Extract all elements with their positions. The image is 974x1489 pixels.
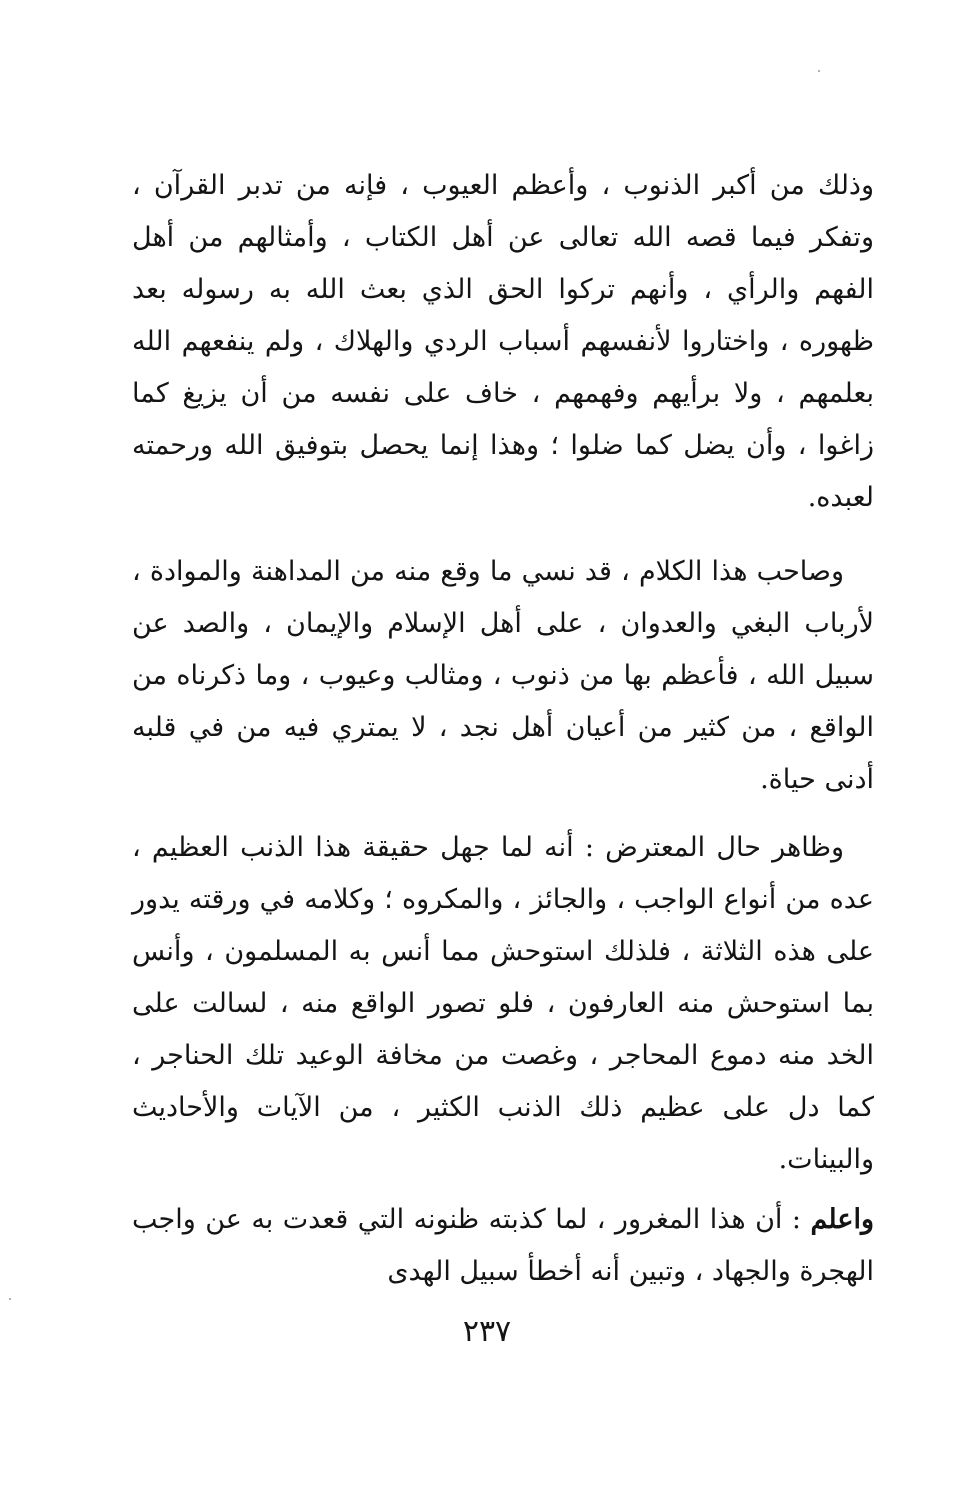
paragraph-text: [132, 1194, 874, 1298]
paragraph-4: [132, 1194, 874, 1298]
paragraph-text: وصاحب هذا الكلام ، قد نسي ما وقع منه من المداهنة والموادة ، لأرباب البغي والعدوان ، على أهل الإسلام والإيمان ، والصد عن سبيل الله ، فأعظم بها من ذنوب ، ومثالب وعيوب ، وما ذكرناه من الواقع ، من كثير من أعيان أهل نجد ، لا يمتري فيه من في قلبه أدنى حياة.: [132, 556, 874, 795]
paragraph-2: [132, 546, 874, 806]
paragraph-text: وظاهر حال المعترض : أنه لما جهل حقيقة هذا الذنب العظيم ، عده من أنواع الواجب ، والجائز ، والمكروه ؛ وكلامه في ورقته يدور على هذه الثلاثة ، فلذلك استوحش مما أنس به المسلمون ، وأنس بما استوحش منه العارفون ، فلو تصور الواقع منه ، لسالت على الخد منه دموع المحاجر ، وغصت من مخافة الوعيد تلك الحناجر ، كما دل على عظيم ذلك الذنب الكثير ، من الآيات والأحاديث والبينات.: [132, 832, 874, 1175]
paragraph-lead-word: واعلم: [810, 1204, 874, 1235]
paragraph-3: [132, 822, 874, 1186]
paragraph-1: [132, 160, 874, 524]
paragraph-body: : أن هذا المغرور ، لما كذبته ظنونه التي قعدت به عن واجب الهجرة والجهاد ، وتبين أنه أخطأ سبيل الهدى: [132, 1204, 874, 1287]
scan-speck: [818, 70, 820, 72]
scan-speck: [9, 1298, 11, 1300]
page-number: ٢٣٧: [462, 1314, 512, 1349]
paragraph-text: وذلك من أكبر الذنوب ، وأعظم العيوب ، فإنه من تدبر القرآن ، وتفكر فيما قصه الله تعالى عن أهل الكتاب ، وأمثالهم من أهل الفهم والرأي ، وأنهم تركوا الحق الذي بعث الله به رسوله بعد ظهوره ، واختاروا لأنفسهم أسباب الردي والهلاك ، ولم ينفعهم الله بعلمهم ، ولا برأيهم وفهمهم ، خاف على نفسه من أن يزيغ كما زاغوا ، وأن يضل كما ضلوا ؛ وهذا إنما يحصل بتوفيق الله ورحمته لعبده.: [132, 170, 874, 513]
